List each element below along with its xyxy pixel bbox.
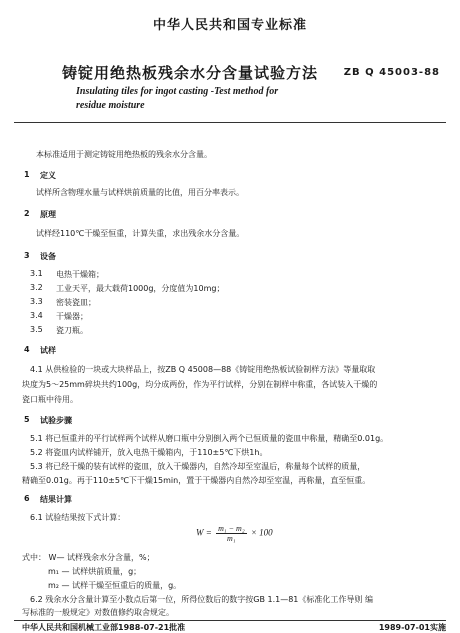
standard-code: ZB Q 45003-88	[343, 67, 440, 78]
equipment-item-number: 3.5	[30, 325, 43, 334]
formula-lhs: W =	[196, 527, 212, 538]
header-divider	[14, 122, 446, 123]
formula-where-line: m₂ — 试样干燥至恒重后的质量，g。	[48, 581, 182, 590]
standard-org-header: 中华人民共和国专业标准	[152, 18, 307, 33]
section-6-line: 写标准的一般规定》对数值修约取舍规定。	[22, 608, 174, 617]
section-6-line: 6.2 残余水分含量计算至小数点后第一位，所得位数后的数字按GB 1.1—81《标准化工作导则 编	[30, 595, 373, 604]
document-title-en-line2: residue moisture	[76, 100, 145, 111]
section-4-line: 块度为5～25mm碎块共约100g，均分成两份，作为平行试样，分别在制样中称重，各试装入干燥的	[22, 380, 378, 389]
formula-where-line: 式中： W— 试样残余水分含量，%；	[22, 553, 155, 562]
section-5-number: 5	[24, 415, 30, 424]
footer-divider	[14, 620, 446, 621]
section-6-line: 6.1 试验结果按下式计算：	[30, 513, 126, 522]
scope-text: 本标准适用于测定铸锭用绝热板的残余水分含量。	[36, 150, 212, 159]
document-title-zh: 铸锭用绝热板残余水分含量试验方法	[62, 64, 319, 82]
approval-info: 中华人民共和国机械工业部1988-07-21批准	[22, 623, 186, 632]
section-5-line: 精确至0.01g。再于110±5℃下干燥15min，置于干燥器内自然冷却至室温，再称量，直至恒重。	[22, 476, 371, 485]
document-title-en-line1: Insulating tiles for ingot casting -Test method for	[76, 86, 279, 97]
section-4-line: 4.1 从供检验的一块或大块样品上，按ZB Q 45008—88《铸锭用绝热板试验制样方法》等量取取	[30, 365, 376, 374]
equipment-item-text: 干燥器；	[56, 312, 88, 321]
section-1-title: 定义	[40, 171, 56, 180]
equipment-item-text: 密装瓷皿；	[56, 298, 96, 307]
section-2-number: 2	[24, 209, 30, 218]
section-5-line: 5.1 将已恒重并的平行试样两个试样从磨口瓶中分别倒入两个已恒质量的瓷皿中称量，精确至0.01g。	[30, 434, 389, 443]
equipment-item-number: 3.4	[30, 311, 43, 320]
section-1-text: 试样所含物理水量与试样烘前质量的比值，用百分率表示。	[36, 188, 244, 197]
formula-where-line: m₁ — 试样烘前质量，g；	[48, 567, 142, 576]
section-6-number: 6	[24, 494, 30, 503]
formula-fraction	[216, 524, 247, 543]
section-4-number: 4	[24, 345, 30, 354]
section-5-title: 试验步骤	[40, 416, 72, 425]
section-1-number: 1	[24, 170, 30, 179]
equipment-item-text: 工业天平，最大载荷1000g，分度值为10mg；	[56, 284, 225, 293]
section-5-line: 5.3 将已经干燥的装有试样的瓷皿，放入干燥器内，自然冷却至室温后，称量每个试样的质量，	[30, 462, 366, 471]
section-2-text: 试样经110℃干燥至恒重，计算失重，求出残余水分含量。	[36, 229, 245, 238]
implementation-date: 1989-07-01实施	[378, 623, 446, 632]
section-6-title: 结果计算	[40, 495, 72, 504]
section-4-line: 瓷口瓶中待用。	[22, 395, 78, 404]
equipment-item-text: 电热干燥箱；	[56, 270, 104, 279]
section-2-title: 原理	[40, 210, 56, 219]
formula-rhs: × 100	[250, 527, 273, 538]
moisture-formula	[196, 524, 273, 543]
section-5-line: 5.2 将瓷皿内试样铺开，放入电热干燥箱内，于110±5℃下烘1h。	[30, 448, 268, 457]
formula-denominator: m₁	[227, 534, 236, 543]
section-3-title: 设备	[40, 252, 56, 261]
equipment-item-number: 3.3	[30, 297, 43, 306]
equipment-item-number: 3.1	[30, 269, 43, 278]
equipment-item-number: 3.2	[30, 283, 43, 292]
section-3-number: 3	[24, 251, 30, 260]
formula-numerator: m₁ − m₂	[218, 524, 245, 533]
section-4-title: 试样	[40, 346, 56, 355]
equipment-item-text: 瓷刀瓶。	[56, 326, 88, 335]
